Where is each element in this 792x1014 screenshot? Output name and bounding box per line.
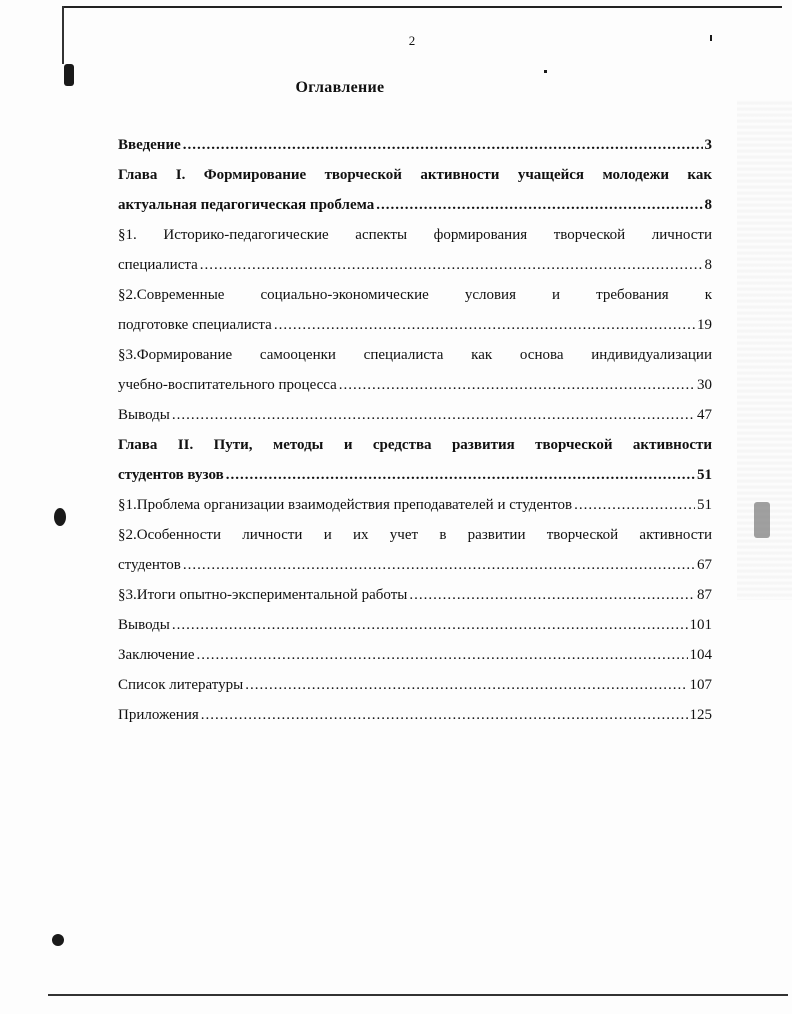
scan-border-left: [62, 6, 64, 64]
toc-page-number: 67: [697, 557, 712, 573]
toc-page-number: 125: [689, 707, 712, 723]
toc-entry-label: подготовке специалиста: [118, 317, 272, 333]
toc-entry-references[interactable]: [118, 670, 712, 700]
toc-entry-label: специалиста: [118, 257, 198, 273]
table-of-contents: [118, 130, 712, 730]
toc-entry-chapter-2-cont[interactable]: [118, 460, 712, 490]
page-title: Оглавление: [295, 79, 385, 96]
toc-page-number: 104: [689, 647, 712, 663]
dot-leader: [245, 670, 687, 700]
toc-entry-label: Список литературы: [118, 677, 244, 693]
dot-leader: [172, 400, 695, 430]
toc-entry-label: актуальная педагогическая проблема: [118, 197, 375, 213]
toc-entry-label: Приложения: [118, 707, 199, 723]
toc-entry-section-1-2[interactable]: §2.Современные социально-экономические условия и требования к: [118, 287, 712, 303]
toc-entry-section-1-3[interactable]: §3.Формирование самооценки специалиста как основа индивидуализации: [118, 347, 712, 363]
dot-leader: [339, 370, 695, 400]
toc-entry-section-2-3[interactable]: [118, 580, 712, 610]
toc-entry-chapter-1[interactable]: Глава I. Формирование творческой активности учащейся молодежи как: [118, 167, 712, 183]
toc-page-number: 87: [697, 587, 712, 603]
scan-speck: [52, 934, 64, 946]
toc-entry-conclusions-2[interactable]: [118, 610, 712, 640]
toc-page-number: 3: [704, 137, 712, 153]
dot-leader: [172, 610, 688, 640]
toc-entry-section-2-2[interactable]: §2.Особенности личности и их учет в развитии творческой активности: [118, 527, 712, 543]
dot-leader: [409, 580, 695, 610]
toc-entry-label: студентов вузов: [118, 467, 224, 483]
toc-entry-section-1-3-cont[interactable]: [118, 370, 712, 400]
dot-leader: [226, 460, 695, 490]
toc-entry-chapter-2[interactable]: Глава II. Пути, методы и средства развития творческой активности: [118, 437, 712, 453]
scan-speck: [64, 64, 74, 86]
page-number: 2: [408, 33, 416, 48]
toc-page-number: 51: [697, 497, 712, 513]
scan-speck: [544, 70, 547, 73]
toc-page-number: 8: [704, 257, 712, 273]
dot-leader: [200, 250, 703, 280]
toc-entry-section-1-2-cont[interactable]: [118, 310, 712, 340]
toc-entry-label: Выводы: [118, 407, 170, 423]
toc-entry-chapter-1-cont[interactable]: [118, 190, 712, 220]
toc-entry-conclusion[interactable]: [118, 640, 712, 670]
dot-leader: [183, 550, 695, 580]
toc-page-number: 47: [697, 407, 712, 423]
toc-entry-introduction[interactable]: [118, 130, 712, 160]
toc-entry-section-2-2-cont[interactable]: [118, 550, 712, 580]
toc-entry-label: Введение: [118, 137, 181, 153]
toc-entry-section-1-1[interactable]: §1. Историко-педагогические аспекты формирования творческой личности: [118, 227, 712, 243]
toc-entry-label: Заключение: [118, 647, 195, 663]
scan-speck: [710, 35, 712, 41]
dot-leader: [274, 310, 695, 340]
toc-page-number: 101: [689, 617, 712, 633]
toc-page-number: 30: [697, 377, 712, 393]
dot-leader: [376, 190, 702, 220]
toc-page-number: 8: [704, 197, 712, 213]
toc-entry-section-1-1-cont[interactable]: [118, 250, 712, 280]
dot-leader: [183, 130, 703, 160]
scan-border-top: [62, 6, 782, 8]
toc-entry-label: §3.Итоги опытно-экспериментальной работы: [118, 587, 408, 603]
toc-entry-appendix[interactable]: [118, 700, 712, 730]
scan-speck: [54, 508, 66, 526]
toc-entry-label: §1.Проблема организации взаимодействия преподавателей и студентов: [118, 497, 573, 513]
scan-border-bottom: [48, 994, 788, 996]
toc-entry-section-2-1[interactable]: [118, 490, 712, 520]
dot-leader: [197, 640, 688, 670]
toc-page-number: 19: [697, 317, 712, 333]
dot-leader: [201, 700, 688, 730]
toc-entry-label: Выводы: [118, 617, 170, 633]
scan-blot-right: [754, 502, 770, 538]
toc-page-number: 107: [689, 677, 712, 693]
toc-entry-label: студентов: [118, 557, 181, 573]
toc-entry-label: учебно-воспитательного процесса: [118, 377, 337, 393]
toc-entry-conclusions-1[interactable]: [118, 400, 712, 430]
dot-leader: [574, 490, 695, 520]
toc-page-number: 51: [697, 467, 712, 483]
